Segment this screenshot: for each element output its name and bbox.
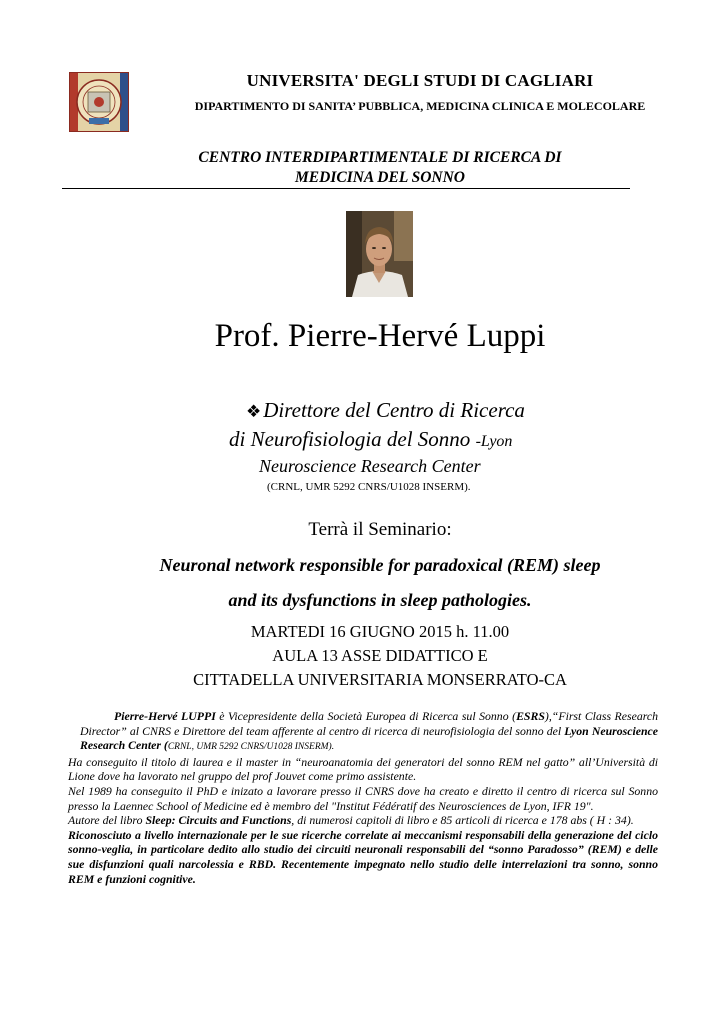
bio-esrs: ESRS: [516, 709, 545, 723]
event-room: AULA 13 ASSE DIDATTICO E: [272, 646, 488, 665]
bio-speaker-name: Pierre-Hervé LUPPI: [114, 709, 216, 723]
university-seal-logo: [69, 72, 129, 132]
bio-paragraph-4: [68, 813, 658, 828]
bio-p4-text-b: , di numerosi capitoli di libro e 85 articoli di ricerca e 178 abs ( H : 34).: [291, 813, 634, 828]
bio-p1-text-b: ),“First Class Research Director” al CNRS e Direttore del team afferente al centro di ricerca di neurofisiologia del sonno del: [80, 709, 659, 738]
bio-book-title: Sleep: Circuits and Functions: [145, 813, 292, 828]
research-center-title: [60, 148, 700, 188]
speaker-role-text1: Direttore del Centro di Ricerca: [263, 398, 525, 422]
speaker-name: Prof. Pierre-Hervé Luppi: [214, 318, 546, 354]
seminar-intro: Terrà il Seminario:: [308, 519, 452, 540]
speaker-role-text2: di Neurofisiologia del Sonno: [229, 427, 476, 451]
bio-p1-text-a: è Vicepresidente della Società Europea di Ricerca sul Sonno (: [215, 709, 517, 723]
bio-lyon-center: Lyon Neuroscience Research Center (: [80, 723, 659, 753]
research-center-title-line1: CENTRO INTERDIPARTIMENTALE DI RICERCA DI: [198, 149, 562, 166]
university-name: UNIVERSITA' DEGLI STUDI DI CAGLIARI: [246, 71, 594, 90]
event-date-time: MARTEDI 16 GIUGNO 2015 h. 11.00: [250, 622, 510, 641]
speaker-biography: [68, 709, 658, 886]
diamond-bullet-icon: ❖: [246, 402, 262, 421]
seminar-title-line1: Neuronal network responsible for paradoxical (REM) sleep: [159, 555, 601, 575]
speaker-role-line4: (CRNL, UMR 5292 CNRS/U1028 INSERM).: [267, 481, 471, 493]
header-divider: [62, 188, 630, 189]
speaker-photo: [346, 211, 413, 297]
speaker-role-line1: [246, 398, 525, 423]
speaker-role-city: -Lyon: [475, 433, 513, 450]
speaker-role-line3: Neuroscience Research Center: [259, 456, 481, 476]
speaker-role-line2: [229, 427, 512, 452]
department-name: DIPARTIMENTO DI SANITA’ PUBBLICA, MEDICINA CLINICA E MOLECOLARE: [194, 99, 646, 113]
bio-p1-text-c: CRNL, UMR 5292 CNRS/U1028 INSERM).: [167, 742, 335, 753]
bio-paragraph-1: [68, 709, 658, 755]
bio-paragraph-3: Nel 1989 ha conseguito il PhD e inizato a lavorare presso il CNRS dove ha creato e diretto il centro di ricerca sul Sonno presso la Laennec School of Medicine ed è membro del "Institut Fédératif des Neurosciences de Lyon, IFR 19".: [68, 783, 658, 813]
bio-p4-text-a: Autore del libro: [68, 813, 146, 828]
seminar-title-line2: and its dysfunctions in sleep pathologies.: [228, 590, 532, 610]
research-center-title-line2: MEDICINA DEL SONNO: [295, 169, 465, 186]
bio-paragraph-2: Ha conseguito il titolo di laurea e il master in “neuroanatomia dei generatori del sonno REM nel gatto” all’Università di Lione dove ha lavorato nel gruppo del prof Jouvet come primo assistente.: [68, 754, 658, 784]
event-location: CITTADELLA UNIVERSITARIA MONSERRATO-CA: [193, 670, 567, 689]
bio-paragraph-5: Riconosciuto a livello internazionale per le sue ricerche correlate ai meccanismi responsabili della generazione del ciclo sonno-veglia, in particolare dedito allo studio dei circuiti neuronali responsabili del “sonno Paradosso” (REM) e delle sue disfunzioni quali narcolessia e RBD. Recentemente impegnato nello studio delle interrelazioni tra sonno, sonno REM e funzioni cognitive.: [68, 827, 658, 886]
